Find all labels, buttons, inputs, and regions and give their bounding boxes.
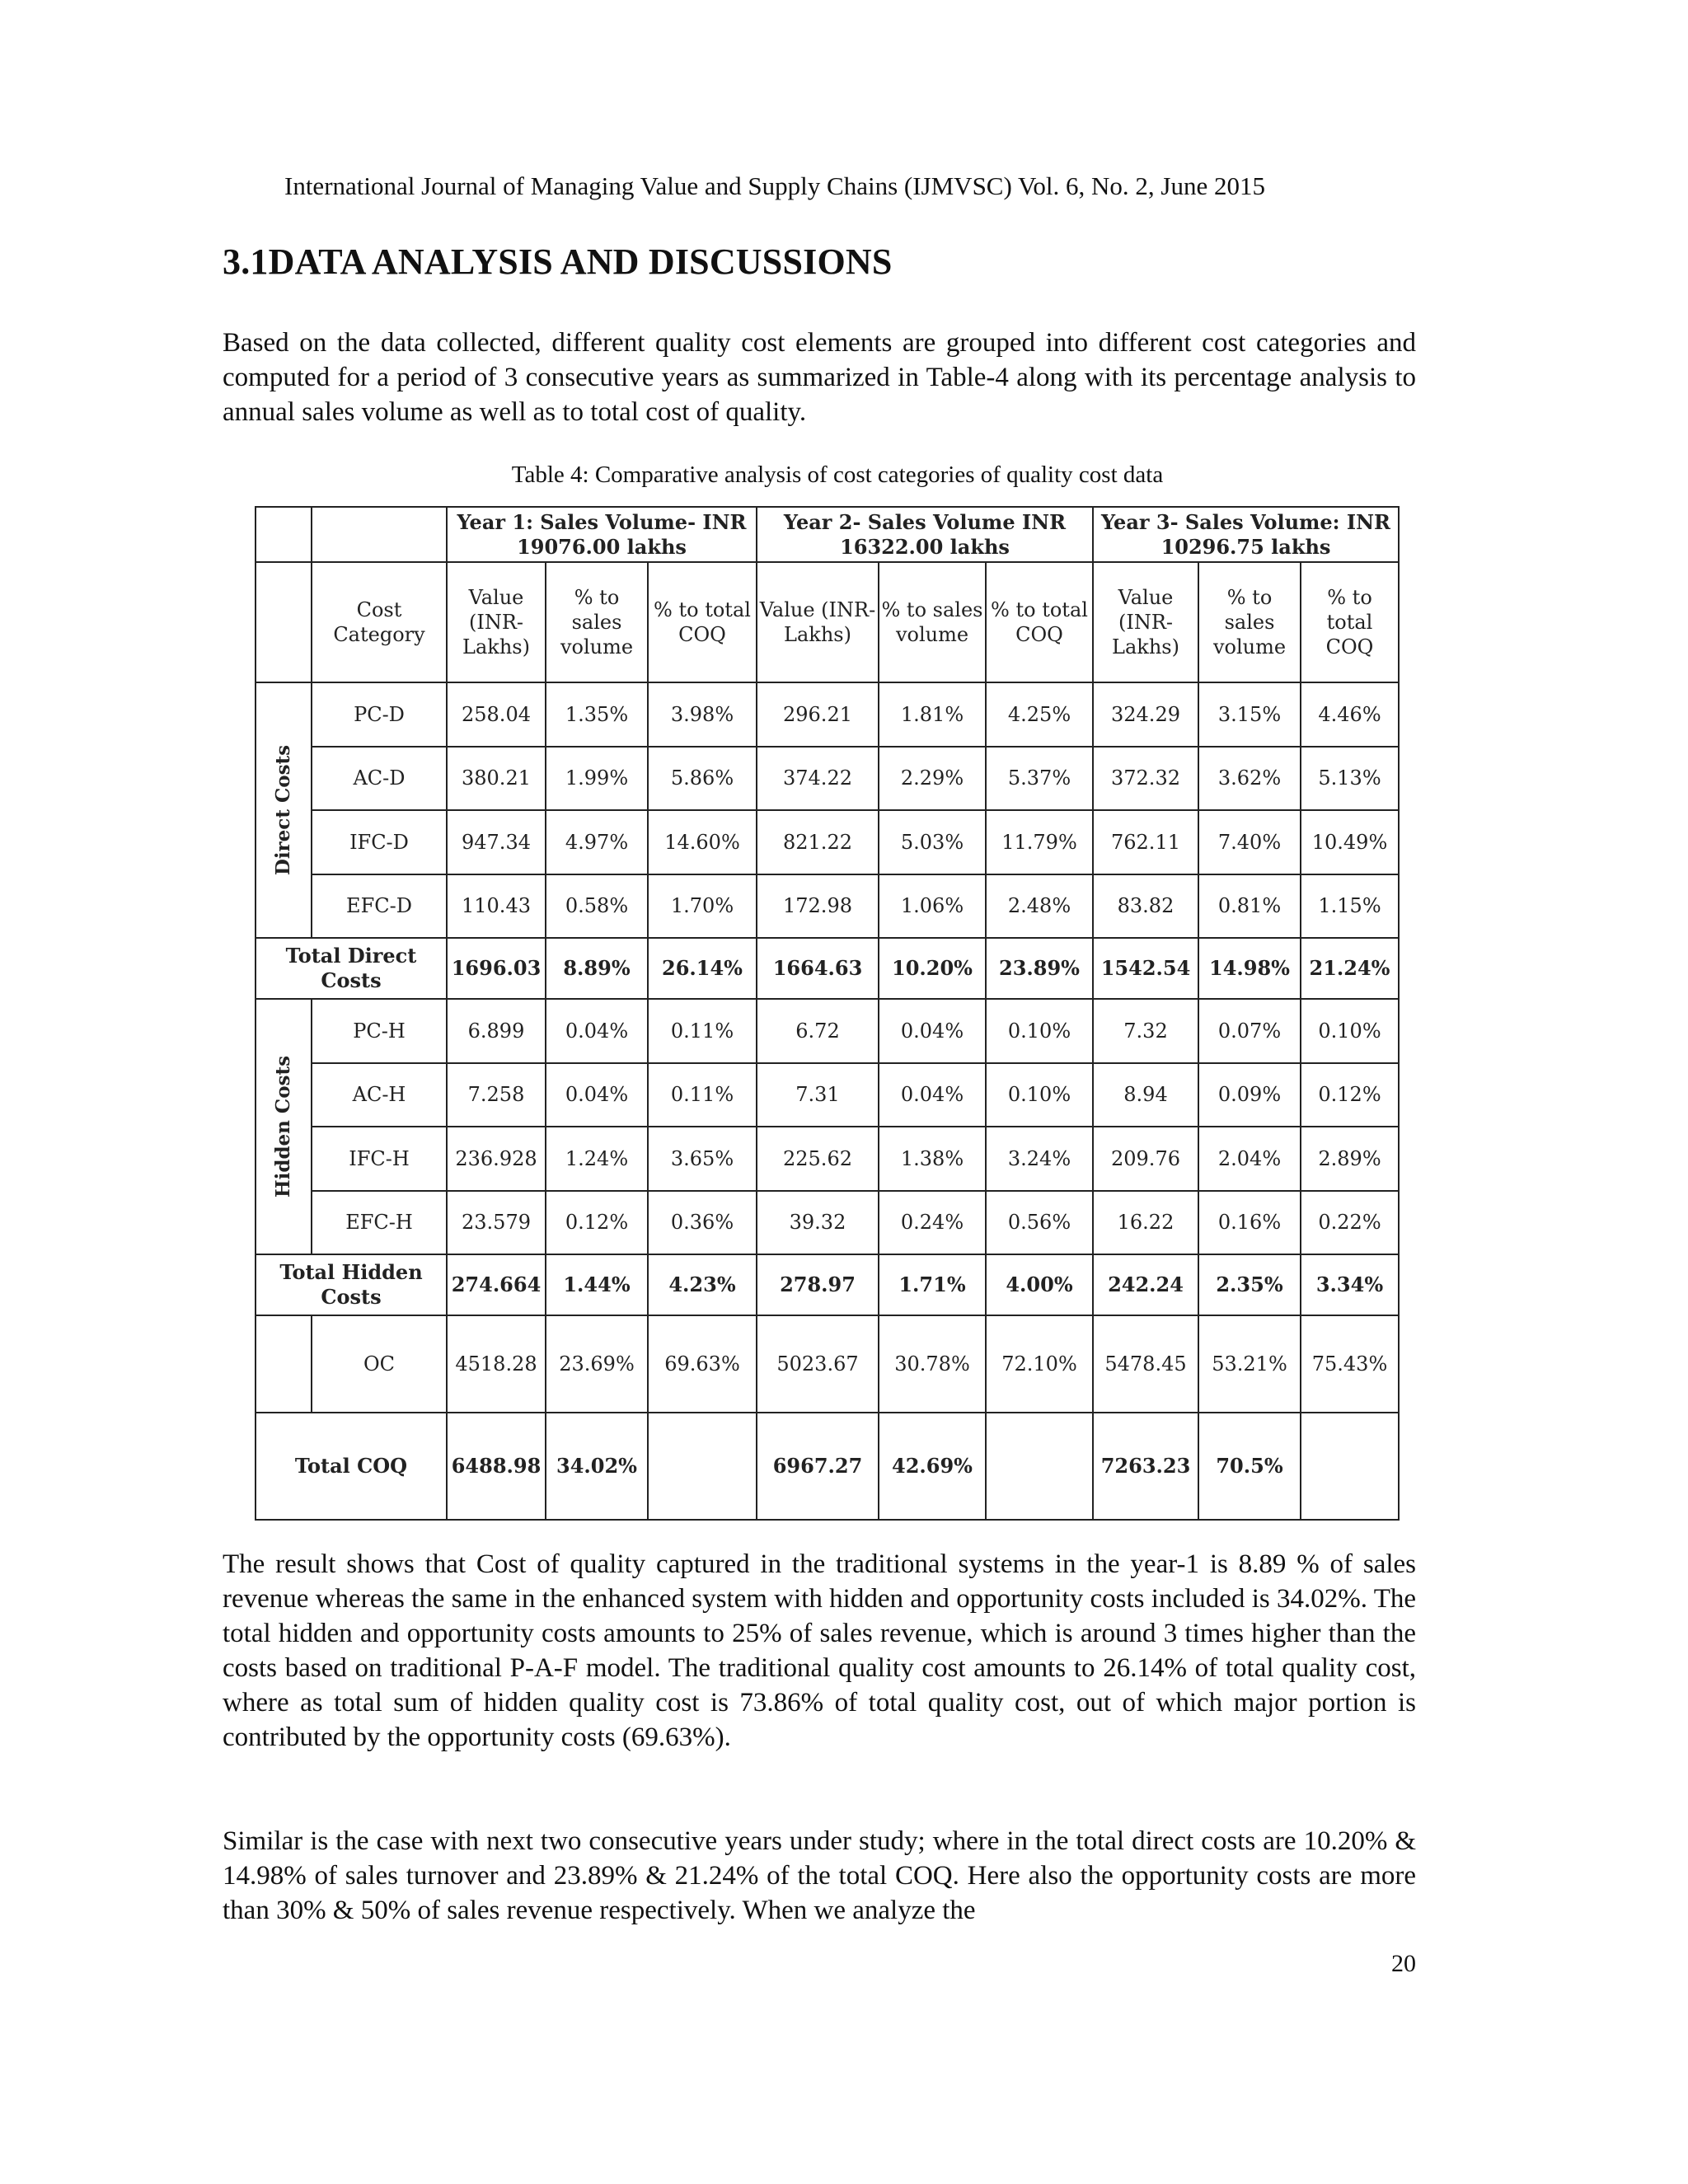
value-cell: 0.04% [546, 999, 648, 1063]
value-cell: 11.79% [986, 810, 1093, 874]
direct-costs-group [256, 682, 312, 938]
value-cell: 242.24 [1093, 1254, 1198, 1315]
value-cell: 23.579 [447, 1191, 546, 1255]
value-cell: 7263.23 [1093, 1413, 1198, 1520]
blank-cell [312, 507, 447, 562]
value-cell: 5.86% [648, 747, 757, 811]
category-cell: EFC-D [312, 874, 447, 939]
coq-table [255, 506, 1400, 1521]
value-cell: 26.14% [648, 938, 757, 999]
value-cell: 30.78% [879, 1315, 986, 1413]
value-cell: 23.69% [546, 1315, 648, 1413]
value-cell: 2.04% [1198, 1127, 1301, 1191]
value-cell: 7.31 [757, 1063, 879, 1127]
table-row [256, 874, 1399, 939]
value-cell: 4.97% [546, 810, 648, 874]
table-row [256, 999, 1399, 1063]
hidden-costs-group [256, 999, 312, 1254]
value-cell: 0.10% [1301, 999, 1399, 1063]
value-cell: 1.81% [879, 682, 986, 747]
table-row [256, 1191, 1399, 1255]
value-cell: 947.34 [447, 810, 546, 874]
value-cell: 0.56% [986, 1191, 1093, 1255]
blank-cell [256, 562, 312, 682]
value-cell: 3.65% [648, 1127, 757, 1191]
year-2-header: Year 2- Sales Volume INR 16322.00 lakhs [757, 507, 1093, 562]
table-row [256, 747, 1399, 811]
total-direct-row [256, 938, 1399, 999]
value-cell: 6.899 [447, 999, 546, 1063]
value-cell: 258.04 [447, 682, 546, 747]
value-cell: 10.20% [879, 938, 986, 999]
value-cell: 0.04% [879, 1063, 986, 1127]
value-cell: 0.09% [1198, 1063, 1301, 1127]
value-cell: 5.37% [986, 747, 1093, 811]
value-cell: 7.40% [1198, 810, 1301, 874]
value-cell: 0.07% [1198, 999, 1301, 1063]
paragraph-intro: Based on the data collected, different quality cost elements are grouped into different cost categories and computed for a period of 3 consecutive years as summarized in Table-4 along with its percentage analysis to annual sales volume as well as to total cost of quality. [223, 328, 1416, 427]
value-cell: 110.43 [447, 874, 546, 939]
value-cell: 2.48% [986, 874, 1093, 939]
value-cell: 1.24% [546, 1127, 648, 1191]
value-cell: 21.24% [1301, 938, 1399, 999]
value-cell: 83.82 [1093, 874, 1198, 939]
year-1-header: Year 1: Sales Volume- INR 19076.00 lakhs [447, 507, 757, 562]
value-cell: 14.98% [1198, 938, 1301, 999]
cost-category-header: Cost Category [312, 562, 447, 682]
value-cell: 1.99% [546, 747, 648, 811]
value-cell: 236.928 [447, 1127, 546, 1191]
table-container [255, 506, 1400, 1521]
year-header-row [256, 507, 1399, 562]
value-cell: 821.22 [757, 810, 879, 874]
value-cell: 209.76 [1093, 1127, 1198, 1191]
value-cell: 3.34% [1301, 1254, 1399, 1315]
value-cell: 1.38% [879, 1127, 986, 1191]
value-cell: 5478.45 [1093, 1315, 1198, 1413]
value-cell: 274.664 [447, 1254, 546, 1315]
pct-coq-header: % to total COQ [986, 562, 1093, 682]
value-cell: 296.21 [757, 682, 879, 747]
value-cell: 0.36% [648, 1191, 757, 1255]
table-caption: Table 4: Comparative analysis of cost categories of quality cost data [511, 462, 1164, 488]
value-cell: 4.46% [1301, 682, 1399, 747]
value-cell: 2.29% [879, 747, 986, 811]
value-cell: 372.32 [1093, 747, 1198, 811]
category-cell: IFC-H [312, 1127, 447, 1191]
value-cell [986, 1413, 1093, 1520]
table-row [256, 1063, 1399, 1127]
value-cell: 0.22% [1301, 1191, 1399, 1255]
value-cell: 1.71% [879, 1254, 986, 1315]
value-cell: 380.21 [447, 747, 546, 811]
value-header: Value (INR-Lakhs) [757, 562, 879, 682]
page-number: 20 [1391, 1950, 1416, 1977]
value-cell: 2.35% [1198, 1254, 1301, 1315]
value-cell: 4.25% [986, 682, 1093, 747]
value-cell: 6.72 [757, 999, 879, 1063]
value-cell: 53.21% [1198, 1315, 1301, 1413]
category-cell: PC-H [312, 999, 447, 1063]
value-cell: 39.32 [757, 1191, 879, 1255]
value-cell: 70.5% [1198, 1413, 1301, 1520]
category-cell: OC [312, 1315, 447, 1413]
value-cell: 6488.98 [447, 1413, 546, 1520]
value-cell: 0.04% [879, 999, 986, 1063]
value-cell: 2.89% [1301, 1127, 1399, 1191]
hidden-costs-group-text: Hidden Costs [272, 1055, 294, 1198]
paragraph-similar: Similar is the case with next two consecutive years under study; where in the total direct costs are 10.20% & 14.98% of sales turnover and 23.89% & 21.24% of the total COQ. Here also the opportunity costs are more than 30% & 50% of sales revenue respectively. When we analyze the [223, 1826, 1416, 1925]
value-cell: 6967.27 [757, 1413, 879, 1520]
value-cell [648, 1413, 757, 1520]
value-cell: 8.89% [546, 938, 648, 999]
value-cell: 34.02% [546, 1413, 648, 1520]
value-cell: 225.62 [757, 1127, 879, 1191]
value-cell: 0.24% [879, 1191, 986, 1255]
value-header: Value (INR-Lakhs) [1093, 562, 1198, 682]
value-cell: 0.12% [1301, 1063, 1399, 1127]
table-row [256, 682, 1399, 747]
value-cell: 1.15% [1301, 874, 1399, 939]
value-cell: 3.98% [648, 682, 757, 747]
value-cell: 1.44% [546, 1254, 648, 1315]
value-cell: 5023.67 [757, 1315, 879, 1413]
value-cell: 172.98 [757, 874, 879, 939]
table-row [256, 810, 1399, 874]
category-cell: EFC-H [312, 1191, 447, 1255]
value-cell: 4.00% [986, 1254, 1093, 1315]
value-cell: 1664.63 [757, 938, 879, 999]
value-cell: 8.94 [1093, 1063, 1198, 1127]
value-cell: 4518.28 [447, 1315, 546, 1413]
value-cell: 0.10% [986, 1063, 1093, 1127]
value-cell: 4.23% [648, 1254, 757, 1315]
value-cell: 0.10% [986, 999, 1093, 1063]
value-cell: 10.49% [1301, 810, 1399, 874]
value-cell: 0.12% [546, 1191, 648, 1255]
value-cell: 3.24% [986, 1127, 1093, 1191]
oc-row [256, 1315, 1399, 1413]
category-cell: AC-D [312, 747, 447, 811]
total-hidden-row-label: Total Hidden Costs [256, 1254, 447, 1315]
value-cell: 23.89% [986, 938, 1093, 999]
value-cell: 5.13% [1301, 747, 1399, 811]
value-cell: 0.16% [1198, 1191, 1301, 1255]
value-cell [1301, 1413, 1399, 1520]
value-cell: 16.22 [1093, 1191, 1198, 1255]
total-direct-row-label: Total Direct Costs [256, 938, 447, 999]
running-header: International Journal of Managing Value and Supply Chains (IJMVSC) Vol. 6, No. 2, June 2015 [284, 171, 1265, 200]
table-row [256, 1127, 1399, 1191]
pct-sales-header: % to sales volume [546, 562, 648, 682]
pct-sales-header: % to sales volume [1198, 562, 1301, 682]
value-cell: 0.11% [648, 999, 757, 1063]
column-header-row [256, 562, 1399, 682]
value-cell: 374.22 [757, 747, 879, 811]
blank-cell [256, 1315, 312, 1413]
value-cell: 1.06% [879, 874, 986, 939]
total-coq-row-label: Total COQ [256, 1413, 447, 1520]
value-cell: 1696.03 [447, 938, 546, 999]
category-cell: AC-H [312, 1063, 447, 1127]
value-cell: 7.258 [447, 1063, 546, 1127]
category-cell: IFC-D [312, 810, 447, 874]
year-3-header: Year 3- Sales Volume: INR 10296.75 lakhs [1093, 507, 1399, 562]
category-cell: PC-D [312, 682, 447, 747]
value-cell: 14.60% [648, 810, 757, 874]
value-cell: 0.11% [648, 1063, 757, 1127]
value-cell: 72.10% [986, 1315, 1093, 1413]
value-cell: 1.70% [648, 874, 757, 939]
blank-cell [256, 507, 312, 562]
value-cell: 75.43% [1301, 1315, 1399, 1413]
pct-sales-header: % to sales volume [879, 562, 986, 682]
value-cell: 5.03% [879, 810, 986, 874]
value-cell: 3.62% [1198, 747, 1301, 811]
section-title: 3.1DATA ANALYSIS AND DISCUSSIONS [223, 241, 893, 282]
value-cell: 324.29 [1093, 682, 1198, 747]
value-cell: 0.58% [546, 874, 648, 939]
value-cell: 7.32 [1093, 999, 1198, 1063]
total-hidden-row [256, 1254, 1399, 1315]
value-cell: 0.81% [1198, 874, 1301, 939]
paragraph-results: The result shows that Cost of quality captured in the traditional systems in the year-1 is 8.89 % of sales revenue whereas the same in the enhanced system with hidden and opportunity costs included is 34.02%. The total hidden and opportunity costs amounts to 25% of sales revenue, which is around 3 times higher than the costs based on traditional P-A-F model. The traditional quality cost amounts to 26.14% of total quality cost, where as total sum of hidden quality cost is 73.86% of total quality cost, out of which major portion is contributed by the opportunity costs (69.63%). [223, 1549, 1416, 1752]
value-cell: 69.63% [648, 1315, 757, 1413]
value-cell: 42.69% [879, 1413, 986, 1520]
total-coq-row [256, 1413, 1399, 1520]
value-cell: 0.04% [546, 1063, 648, 1127]
value-cell: 278.97 [757, 1254, 879, 1315]
value-cell: 1542.54 [1093, 938, 1198, 999]
value-header: Value (INR-Lakhs) [447, 562, 546, 682]
value-cell: 762.11 [1093, 810, 1198, 874]
value-cell: 1.35% [546, 682, 648, 747]
pct-coq-header: % to total COQ [648, 562, 757, 682]
value-cell: 3.15% [1198, 682, 1301, 747]
pct-coq-header: % to total COQ [1301, 562, 1399, 682]
direct-costs-group-text: Direct Costs [272, 744, 294, 876]
